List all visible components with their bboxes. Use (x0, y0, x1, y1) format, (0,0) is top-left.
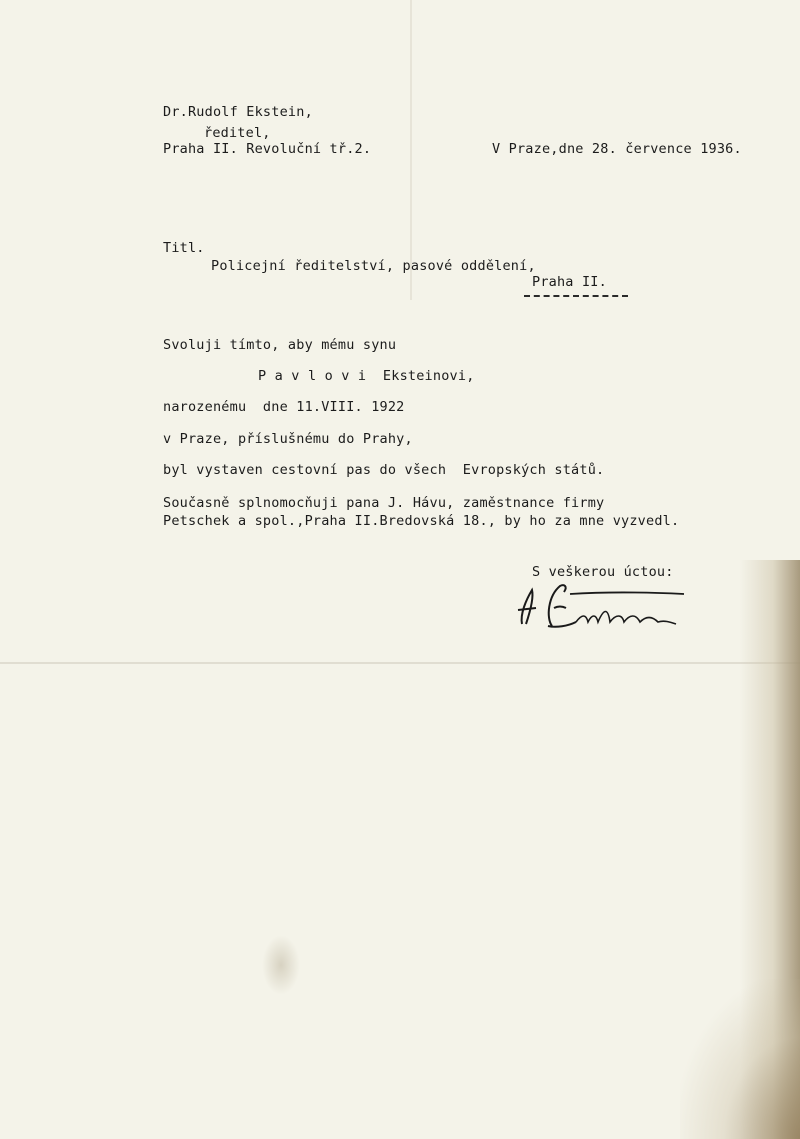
paper-stain (262, 935, 300, 995)
paper-fold-horizontal (0, 662, 800, 664)
recipient-line-2: Praha II. (532, 274, 607, 290)
body-line-7: Petschek a spol.,Praha II.Bredovská 18., by ho za mne vyzvedl. (163, 513, 680, 529)
sender-name: Dr.Rudolf Ekstein, (163, 104, 313, 120)
handwritten-signature (512, 578, 692, 638)
body-line-1: Svoluji tímto, aby mému synu (163, 337, 397, 353)
closing: S veškerou úctou: (532, 564, 674, 580)
sender-address: Praha II. Revoluční tř.2. (163, 141, 372, 157)
body-line-4: v Praze, příslušnému do Prahy, (163, 431, 413, 447)
body-line-3: narozenému dne 11.VIII. 1922 (163, 399, 405, 415)
paper-corner-stain (680, 979, 800, 1139)
salutation: Titl. (163, 240, 205, 256)
paper-fold-vertical (410, 0, 412, 300)
body-line-5: byl vystaven cestovní pas do všech Evropských států. (163, 462, 605, 478)
body-line-6: Současně splnomocňuji pana J. Hávu, zaměstnance firmy (163, 495, 605, 511)
place-date: V Praze,dne 28. července 1936. (492, 141, 742, 157)
recipient-line-1: Policejní ředitelství, pasové oddělení, (211, 258, 536, 274)
recipient-underline (524, 295, 628, 297)
body-name: P a v l o v i Eksteinovi, (258, 368, 475, 384)
sender-title: ředitel, (204, 125, 271, 141)
